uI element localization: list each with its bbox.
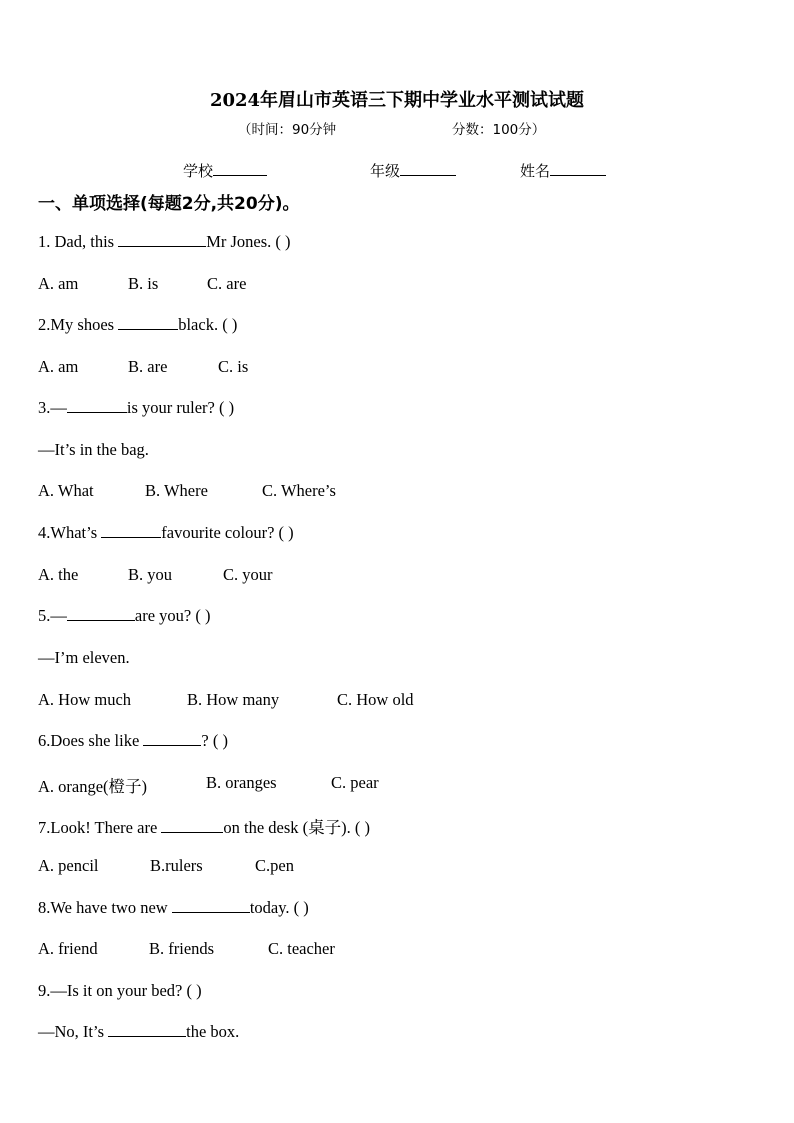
option-b: B.rulers	[150, 856, 203, 875]
option-b: B. is	[128, 274, 159, 293]
option-a: A. friend	[38, 939, 98, 958]
grade-label: 年级	[370, 162, 401, 180]
exam-score: 分数：100分）	[452, 122, 546, 138]
question-text: Mr Jones. ( )	[206, 232, 291, 251]
option-b: B. oranges	[206, 773, 277, 792]
answer-blank	[118, 232, 206, 247]
option-c: C. are	[207, 274, 247, 293]
option-a: A. am	[38, 274, 79, 293]
answer-blank	[118, 315, 178, 330]
question-text: 4.What’s	[38, 523, 102, 542]
page-title: 2024年眉山市英语三下期中学业水平测试试题	[209, 90, 585, 111]
answer-9	[38, 1022, 239, 1042]
option-c: C. Where’s	[262, 481, 336, 500]
question-text: 2.My shoes	[38, 315, 119, 334]
option-c: C. pear	[331, 773, 379, 792]
grade-blank	[400, 160, 456, 176]
option-b: B. are	[128, 357, 168, 376]
option-a: A. pencil	[38, 856, 99, 875]
question-6	[38, 731, 228, 751]
answer-blank	[161, 818, 223, 833]
question-text: the box.	[186, 1022, 240, 1041]
option-c: C.pen	[255, 856, 294, 875]
question-text: ? ( )	[201, 731, 228, 750]
answer-blank	[143, 731, 201, 746]
option-a: A. What	[38, 481, 94, 500]
answer-blank	[67, 398, 127, 413]
name-label: 姓名	[520, 162, 551, 180]
question-8	[38, 898, 309, 918]
question-4	[38, 523, 294, 543]
school-field	[183, 160, 267, 181]
name-field	[520, 160, 606, 181]
question-text: is your ruler? ( )	[126, 398, 235, 417]
option-a: A. am	[38, 357, 79, 376]
question-3	[38, 398, 234, 418]
question-text: —No, It’s	[38, 1022, 109, 1041]
exam-time: （时间：90分钟	[238, 122, 337, 138]
question-text: 6.Does she like	[38, 731, 144, 750]
question-text: black. ( )	[178, 315, 238, 334]
option-a: A. How much	[38, 690, 132, 709]
section-heading: 一、单项选择(每题2分,共20分)。	[38, 194, 300, 214]
answer-blank	[108, 1022, 186, 1037]
option-c: C. teacher	[268, 939, 335, 958]
question-text: are you? ( )	[134, 606, 211, 625]
school-blank	[213, 160, 267, 176]
question-5	[38, 606, 210, 626]
answer-5: —I’m eleven.	[38, 648, 130, 667]
question-text: 3.—	[38, 398, 67, 417]
option-c: C. your	[223, 565, 273, 584]
option-c: C. How old	[337, 690, 414, 709]
option-c: C. is	[218, 357, 249, 376]
answer-3: —It’s in the bag.	[38, 440, 149, 459]
answer-blank	[172, 898, 250, 913]
question-text: today. ( )	[249, 898, 309, 917]
grade-field	[370, 160, 456, 181]
question-1	[38, 232, 291, 252]
question-text: 7.Look! There are	[38, 818, 162, 837]
school-label: 学校	[183, 162, 214, 180]
question-text: favourite colour? ( )	[161, 523, 294, 542]
question-2	[38, 315, 237, 335]
answer-blank	[101, 523, 161, 538]
option-a: A. orange(橙子)	[38, 777, 148, 796]
question-text: on the desk (桌子). ( )	[223, 818, 371, 837]
question-text: 5.—	[38, 606, 67, 625]
answer-blank	[67, 606, 135, 621]
question-text: 8.We have two new	[38, 898, 172, 917]
option-b: B. Where	[145, 481, 208, 500]
name-blank	[550, 160, 606, 176]
option-b: B. friends	[149, 939, 215, 958]
question-text: 1. Dad, this	[38, 232, 119, 251]
option-b: B. How many	[187, 690, 280, 709]
option-b: B. you	[128, 565, 173, 584]
question-9: 9.—Is it on your bed? ( )	[38, 981, 202, 1000]
question-7	[38, 814, 370, 838]
option-a: A. the	[38, 565, 79, 584]
